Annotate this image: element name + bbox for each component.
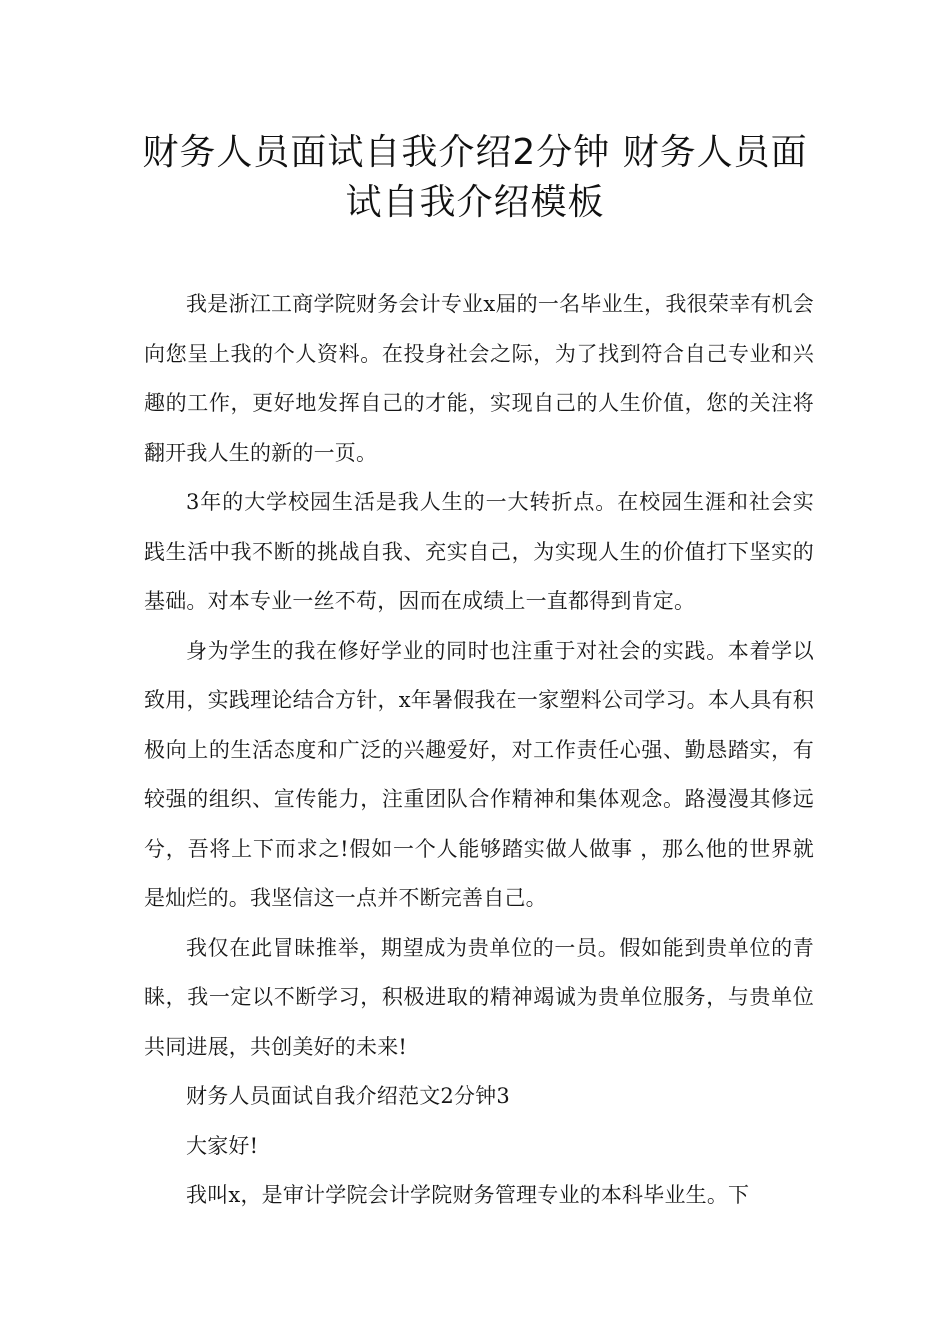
paragraph-college-life: 3年的大学校园生活是我人生的一大转折点。在校园生涯和社会实践生活中我不断的挑战自我、充实自己，为实现人生的价值打下坚实的基础。对本专业一丝不苟，因而在成绩上一直都得到肯定。: [144, 490, 814, 613]
document-body: [144, 280, 814, 1221]
paragraph-closing: 我仅在此冒昧推举，期望成为贵单位的一员。假如能到贵单位的青睐，我一定以不断学习，积极进取的精神竭诚为贵单位服务，与贵单位共同进展，共创美好的未来!: [144, 935, 814, 1059]
paragraph-self-intro: 我叫x，是审计学院会计学院财务管理专业的本科毕业生。下: [186, 1183, 750, 1207]
paragraph-practice: 身为学生的我在修好学业的同时也注重于对社会的实践。本着学以致用，实践理论结合方针，x年暑假我在一家塑料公司学习。本人具有积极向上的生活态度和广泛的兴趣爱好，对工作责任心强、勤恳踏实，有较强的组织、宣传能力，注重团队合作精神和集体观念。路漫漫其修远兮，吾将上下而求之!假如一个人能够踏实做人做事 ，那么他的世界就是灿烂的。我坚信这一点并不断完善自己。: [144, 638, 814, 910]
document-title: 财务人员面试自我介绍2分钟 财务人员面试自我介绍模板: [142, 132, 808, 223]
greeting: 大家好!: [186, 1133, 259, 1158]
section-heading: 财务人员面试自我介绍范文2分钟3: [186, 1084, 510, 1108]
paragraph-intro: 我是浙江工商学院财务会计专业x届的一名毕业生，我很荣幸有机会向您呈上我的个人资料。在投身社会之际，为了找到符合自己专业和兴趣的工作，更好地发挥自己的才能，实现自己的人生价值，您的关注将翻开我人生的新的一页。: [144, 292, 814, 465]
